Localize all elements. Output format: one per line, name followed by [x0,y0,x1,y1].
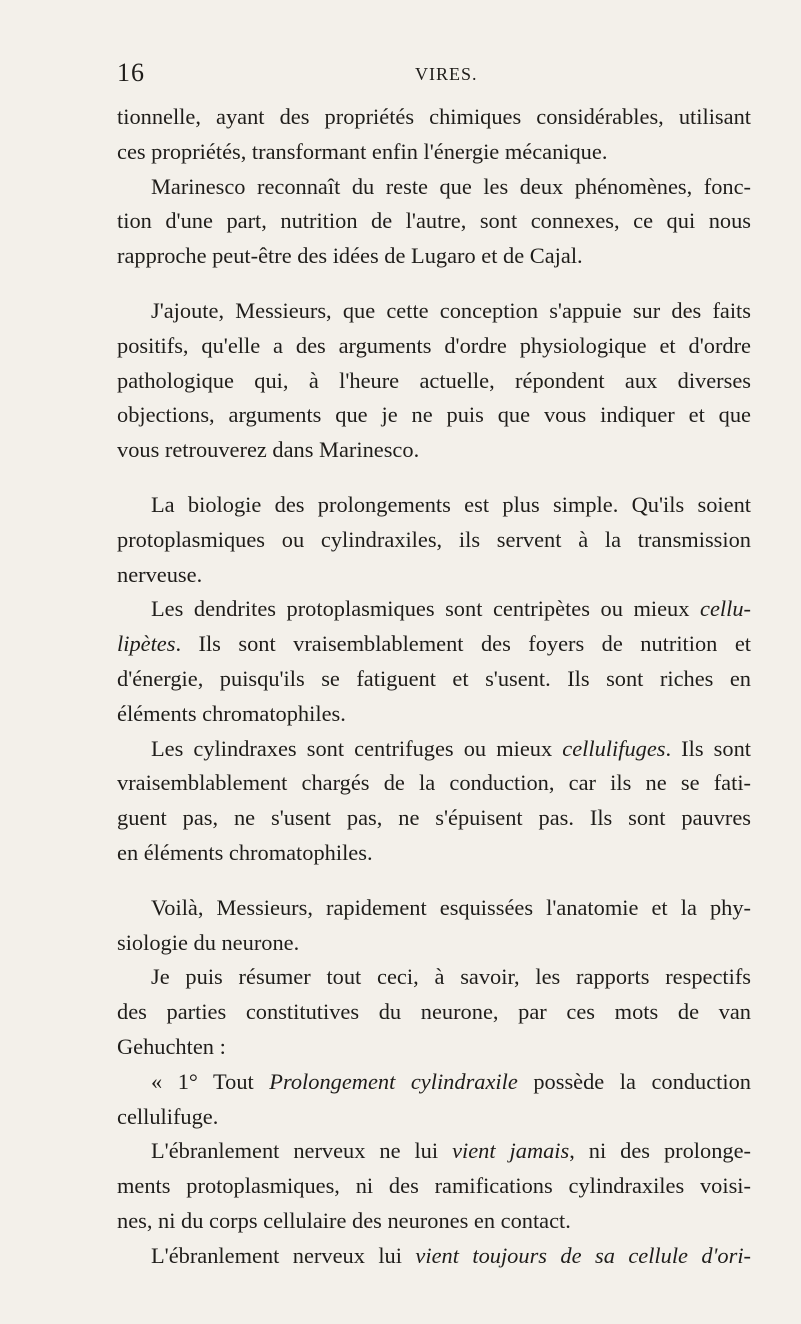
text-line: tionnelle, ayant des propriétés chimiques considérables, utilisant [117,104,751,129]
text-line: Voilà, Messieurs, rapidement esquissées l'anatomie et la phy- [151,894,751,920]
text-line: Les cylindraxes sont centrifuges ou mieux cellulifuges. Ils sont [151,735,751,761]
text-line: en éléments chromatophiles. [117,839,373,865]
text-line: cellulifuge. [117,1103,219,1129]
text-line: d'énergie, puisqu'ils se fatiguent et s'usent. Ils sont riches en [117,665,751,691]
text-line: ments protoplasmiques, ni des ramifications cylindraxiles voisi- [117,1173,751,1199]
text-line: pathologique qui, à l'heure actuelle, répondent aux diverses [117,367,751,393]
text-line: guent pas, ne s'usent pas, ne s'épuisent pas. Ils sont pauvres [117,805,751,831]
text-line: J'ajoute, Messieurs, que cette conception s'appuie sur des faits [151,297,751,323]
text-line: objections, arguments que je ne puis que vous indiquer et que [117,402,751,428]
italic-term: lipètes [117,631,176,657]
text-line: Gehuchten : [117,1033,226,1059]
italic-term: vient toujours de sa cellule d'ori- [415,1242,751,1268]
text-line: Marinesco reconnaît du reste que les deux phénomènes, fonc- [151,173,751,199]
running-head: VIRES. [415,64,478,84]
text-line: nes, ni du corps cellulaire des neurones en contact. [117,1207,571,1233]
text-line: « 1° Tout Prolongement cylindraxile possède la conduction [151,1068,751,1094]
italic-term: cellu- [700,596,751,622]
text-line: vous retrouverez dans Marinesco. [117,437,420,463]
text-line: Je puis résumer tout ceci, à savoir, les rapports respectifs [151,964,751,990]
text-line: positifs, qu'elle a des arguments d'ordre physiologique et d'ordre [117,332,751,358]
text-line: des parties constitutives du neurone, par ces mots de van [117,999,751,1025]
text-line: protoplasmiques ou cylindraxiles, ils servent à la transmission [117,526,751,552]
italic-term: vient jamais [452,1138,570,1164]
text-line: ces propriétés, transformant enfin l'énergie mécanique. [117,138,608,164]
text-line: tion d'une part, nutrition de l'autre, sont connexes, ce qui nous [117,208,751,234]
page-number: 16 [117,58,145,87]
text-line: La biologie des prolongements est plus simple. Qu'ils soient [151,491,751,517]
text-line: éléments chromatophiles. [117,700,346,726]
page-header [117,58,711,88]
text-line: L'ébranlement nerveux ne lui vient jamais, ni des prolonge- [151,1138,752,1164]
text-line: L'ébranlement nerveux lui vient toujours de sa cellule d'ori- [151,1242,751,1268]
italic-term: Prolongement cylindraxile [269,1068,518,1094]
text-line: rapproche peut-être des idées de Lugaro et de Cajal. [117,243,583,269]
text-line: nerveuse. [117,561,203,587]
text-line: Les dendrites protoplasmiques sont centripètes ou mieux cellu- [151,596,751,622]
text-line: lipètes. Ils sont vraisemblablement des foyers de nutrition et [117,631,751,657]
text-line: siologie du neurone. [117,929,300,955]
italic-term: cellulifuges [562,735,666,761]
text-line: vraisemblablement chargés de la conduction, car ils ne se fati- [117,770,751,796]
page-body [117,100,751,1274]
